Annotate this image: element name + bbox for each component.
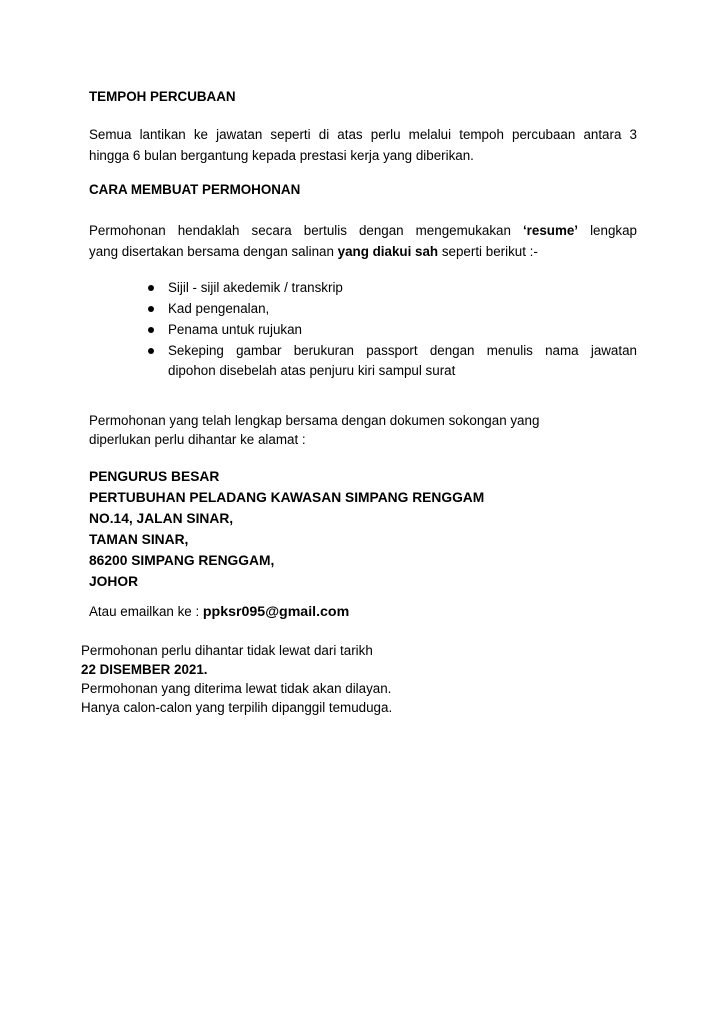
list-item-text: Sijil - sijil akedemik / transkrip xyxy=(168,280,343,295)
address-line: TAMAN SINAR, xyxy=(89,532,189,547)
deadline-text: Permohonan perlu dihantar tidak lewat dari tarikh xyxy=(81,643,373,658)
deadline-line xyxy=(81,641,392,679)
email-address[interactable]: ppksr095@gmail.com xyxy=(202,604,350,620)
late-note: Permohonan yang diterima lewat tidak akan dilayan. xyxy=(81,681,392,696)
list-item-text: Kad pengenalan, xyxy=(168,301,270,316)
mailing-address xyxy=(89,466,484,592)
list-item xyxy=(148,341,637,381)
bullet-icon xyxy=(148,348,154,354)
application-line-2-text: yang disertakan bersama dengan salinan xyxy=(89,244,338,259)
application-line-1-text: Permohonan hendaklah secara bertulis dengan mengemukakan xyxy=(89,223,523,238)
application-line-1-end: lengkap xyxy=(578,223,637,238)
probation-line-1: Semua lantikan ke jawatan seperti di atas perlu melalui tempoh percubaan antara 3 xyxy=(89,127,637,142)
address-line: PENGURUS BESAR xyxy=(89,469,220,484)
list-item-text-line-1: Sekeping gambar berukuran passport dengan menulis nama jawatan xyxy=(168,343,637,358)
list-item-text: Penama untuk rujukan xyxy=(168,322,302,337)
probation-line-2: hingga 6 bulan bergantung kepada prestasi kerja yang diberikan. xyxy=(89,148,474,163)
application-paragraph xyxy=(89,220,637,262)
submission-line-2: diperlukan perlu dihantar ke alamat : xyxy=(89,432,306,447)
requirements-list xyxy=(148,278,637,382)
bullet-icon xyxy=(148,306,154,312)
address-line: PERTUBUHAN PELADANG KAWASAN SIMPANG RENGGAM xyxy=(89,490,485,505)
address-line: 86200 SIMPANG RENGGAM, xyxy=(89,553,275,568)
closing-notes xyxy=(81,641,392,717)
application-line-2-end: seperti berikut :- xyxy=(438,244,538,259)
application-heading: CARA MEMBUAT PERMOHONAN xyxy=(89,182,301,197)
list-item-text-line-2: dipohon disebelah atas penjuru kiri sampul surat xyxy=(168,363,456,378)
submission-paragraph xyxy=(89,411,637,449)
bullet-icon xyxy=(148,285,154,291)
resume-emphasis: ‘resume’ xyxy=(522,223,579,238)
probation-paragraph xyxy=(89,124,637,166)
email-label: Atau emailkan ke : xyxy=(89,604,203,619)
submission-line-1: Permohonan yang telah lengkap bersama dengan dokumen sokongan yang xyxy=(89,413,540,428)
list-item xyxy=(148,278,637,298)
bullet-icon xyxy=(148,327,154,333)
list-item xyxy=(148,320,637,340)
application-line-2 xyxy=(89,241,637,262)
address-line: NO.14, JALAN SINAR, xyxy=(89,511,234,526)
shortlist-note: Hanya calon-calon yang terpilih dipanggil temuduga. xyxy=(81,700,393,715)
deadline-date: 22 DISEMBER 2021. xyxy=(81,662,208,677)
probation-heading: TEMPOH PERCUBAAN xyxy=(89,89,236,104)
application-line-1 xyxy=(89,220,637,241)
certified-emphasis: yang diakui sah xyxy=(337,244,439,259)
email-line xyxy=(89,601,637,623)
address-line: JOHOR xyxy=(89,574,139,589)
list-item xyxy=(148,299,637,319)
